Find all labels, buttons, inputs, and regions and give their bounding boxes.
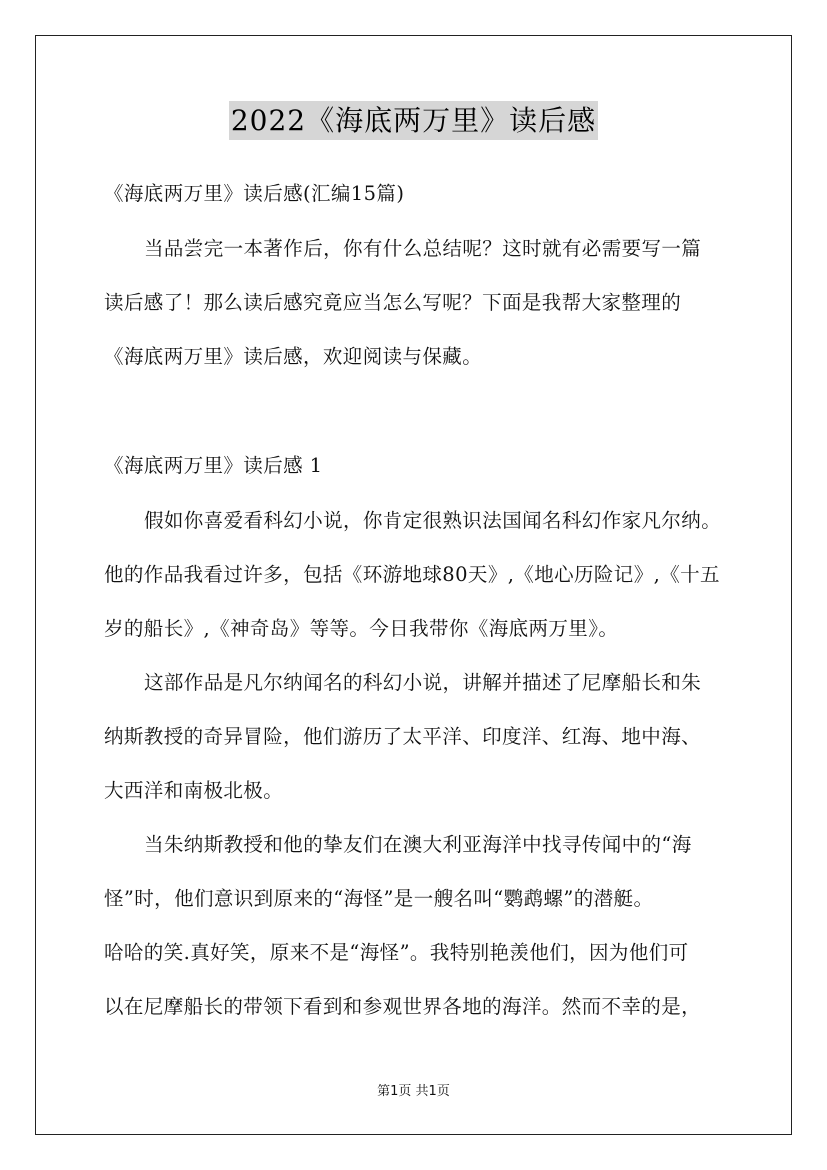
intro-line-3: 《海底两万里》读后感，欢迎阅读与保藏。 — [104, 345, 483, 368]
paragraph2-line-3: 大西洋和南极北极。 — [104, 779, 284, 802]
section-heading: 《海底两万里》读后感 1 — [104, 454, 323, 477]
paragraph3-line-3: 哈哈的笑.真好笑，原来不是“海怪”。我特别艳羡他们，因为他们可 — [104, 941, 689, 964]
paragraph2-line-1: 这部作品是凡尔纳闻名的科幻小说，讲解并描述了尼摩船长和朱 — [144, 671, 702, 694]
paragraph3-line-2: 怪”时，他们意识到原来的“海怪”是一艘名叫“鹦鹉螺”的潜艇。 — [104, 887, 654, 910]
intro-line-1: 当品尝完一本著作后，你有什么总结呢？这时就有必需要写一篇 — [144, 237, 702, 260]
document-title: 2022《海底两万里》读后感 — [229, 101, 598, 140]
intro-line-2: 读后感了！那么读后感究竟应当怎么写呢？下面是我帮大家整理的 — [104, 291, 682, 314]
paragraph1-line-2: 他的作品我看过许多，包括《环游地球80天》,《地心历险记》,《十五 — [104, 563, 720, 586]
document-subtitle: 《海底两万里》读后感(汇编15篇) — [104, 182, 405, 205]
paragraph3-line-1: 当朱纳斯教授和他的挚友们在澳大利亚海洋中找寻传闻中的“海 — [144, 833, 692, 856]
paragraph1-line-1: 假如你喜爱看科幻小说，你肯定很熟识法国闻名科幻作家凡尔纳。 — [144, 509, 722, 532]
paragraph2-line-2: 纳斯教授的奇异冒险，他们游历了太平洋、印度洋、红海、地中海、 — [104, 725, 702, 748]
title-container — [0, 101, 827, 140]
paragraph1-line-3: 岁的船长》,《神奇岛》等等。今日我带你《海底两万里》。 — [104, 617, 619, 640]
page-footer: 第1页 共1页 — [377, 1084, 450, 1099]
paragraph3-line-4: 以在尼摩船长的带领下看到和参观世界各地的海洋。然而不幸的是， — [104, 995, 702, 1018]
